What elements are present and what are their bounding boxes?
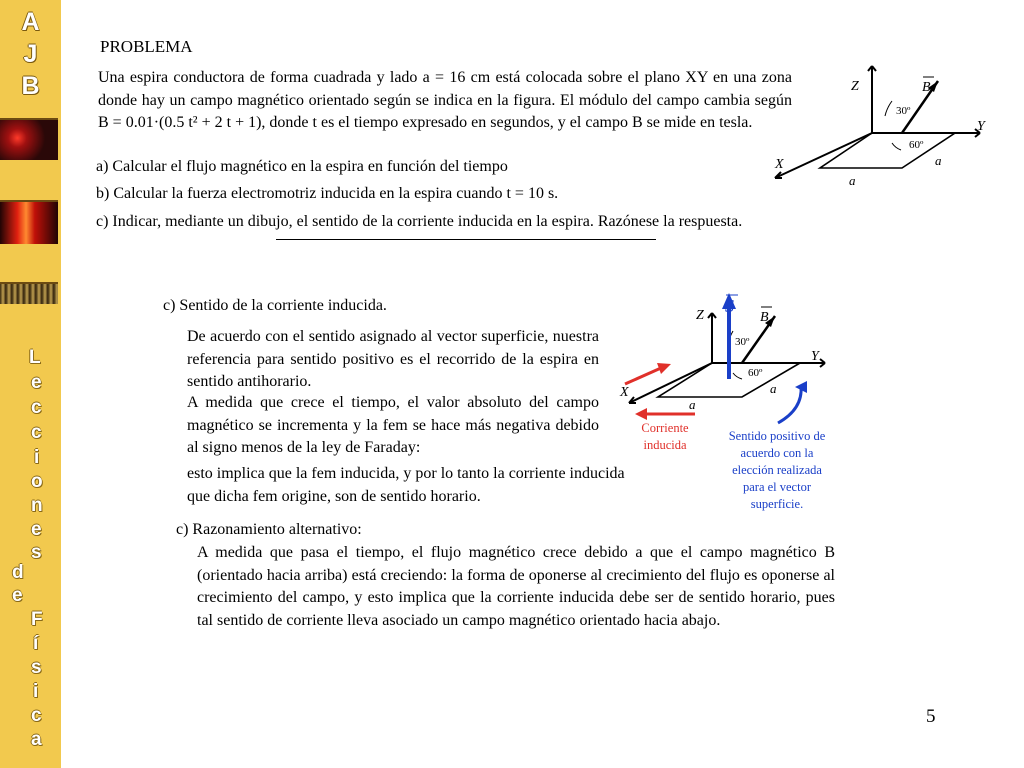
page-number: 5 [926, 706, 936, 727]
alternative-heading: c) Razonamiento alternativo: [176, 521, 362, 538]
thumbnail-spectrum [0, 200, 58, 244]
current-label-line-1: Corriente [641, 421, 689, 435]
x-axis-label: X [775, 157, 784, 172]
side-a-label-right: a [935, 153, 942, 168]
solution-paragraph-2: A medida que crece el tiempo, el valor absoluto del campo magnético se incrementa y la fem se hace más negativa debido al signo menos de la ley de Faraday: [187, 394, 599, 456]
part-b: b) Calcular la fuerza electromotriz inducida en la espira cuando t = 10 s. [96, 185, 559, 202]
positive-label-line-5: superficie. [750, 497, 804, 511]
positive-label-line-4: para el vector [742, 480, 812, 494]
logo-letter-b: B [21, 72, 40, 100]
z-axis-label-bottom: Z [696, 308, 704, 323]
solution-heading: c) Sentido de la corriente inducida. [163, 297, 387, 314]
angle-60-label: 60º [909, 139, 924, 151]
alternative-text: A medida que pasa el tiempo, el flujo magnético crece debido a que el campo magnético B (orientado hacia arriba) está creciendo: la forma de oponerse al crecimiento del flujo es oponerse al crecimiento del campo, y esto implica que la corriente inducida debe ser de sentido horario, pues tal sentido de corriente lleva asociado un campo magnético orientado hacia abajo. [197, 544, 835, 629]
positive-label-line-1: Sentido positivo de [728, 429, 826, 443]
thumbnail-lamp [0, 118, 58, 160]
angle-30-label-bottom: 30º [735, 336, 750, 348]
positive-label-line-3: elección realizada [732, 463, 822, 477]
logo-letter-j: J [23, 40, 38, 68]
side-a-label-right-bottom: a [770, 381, 777, 396]
problem-statement: Una espira conductora de forma cuadrada y lado a = 16 cm está colocada sobre el plano XY en una zona donde hay un campo magnético orientado según se indica en la figura. El módulo del campo cambia según B = 0.01·(0.5 t² + 2 t + 1), donde t es el tiempo expresado en segundos, y el campo B se mide en tesla. [98, 69, 792, 131]
s-vector-label: S [725, 296, 734, 316]
figure-top [765, 58, 1000, 193]
b-vector-label: B [922, 80, 931, 95]
part-a: a) Calcular el flujo magnético en la espira en función del tiempo [96, 158, 508, 175]
angle-30-label: 30º [896, 105, 911, 117]
logo-letter-a: A [21, 8, 40, 36]
b-vector-label-bottom: B [760, 310, 769, 325]
figure-bottom [615, 283, 845, 518]
x-axis-label-bottom: X [620, 385, 629, 400]
sidebar: A J B L e c c i o n e s d e F í s i c a [0, 0, 61, 768]
current-label-line-2: inducida [643, 438, 687, 452]
problem-heading: PROBLEMA [100, 37, 193, 56]
induced-current-arrows [625, 363, 695, 420]
solution-paragraph-3: esto implica que la fem inducida, y por lo tanto la corriente inducida que dicha fem origine, son de sentido horario. [187, 465, 625, 505]
z-axis-label: Z [851, 79, 859, 94]
part-c: c) Indicar, mediante un dibujo, el sentido de la corriente inducida en la espira. Razónese la respuesta. [96, 213, 743, 230]
positive-direction-arrow [778, 386, 801, 423]
side-a-label-bottom-bottom: a [689, 397, 696, 412]
angle-60-label-bottom: 60º [748, 367, 763, 379]
positive-label-line-2: acuerdo con la [740, 446, 814, 460]
solution-paragraph-1: De acuerdo con el sentido asignado al vector superficie, nuestra referencia para sentido positivo es el recorrido de la espira en sentido antihorario. [187, 328, 599, 390]
y-axis-label-bottom: Y [811, 349, 819, 364]
side-a-label-bottom: a [849, 173, 856, 188]
thumbnail-fringes [0, 282, 58, 304]
y-axis-label: Y [977, 119, 985, 134]
divider-line [276, 239, 656, 240]
